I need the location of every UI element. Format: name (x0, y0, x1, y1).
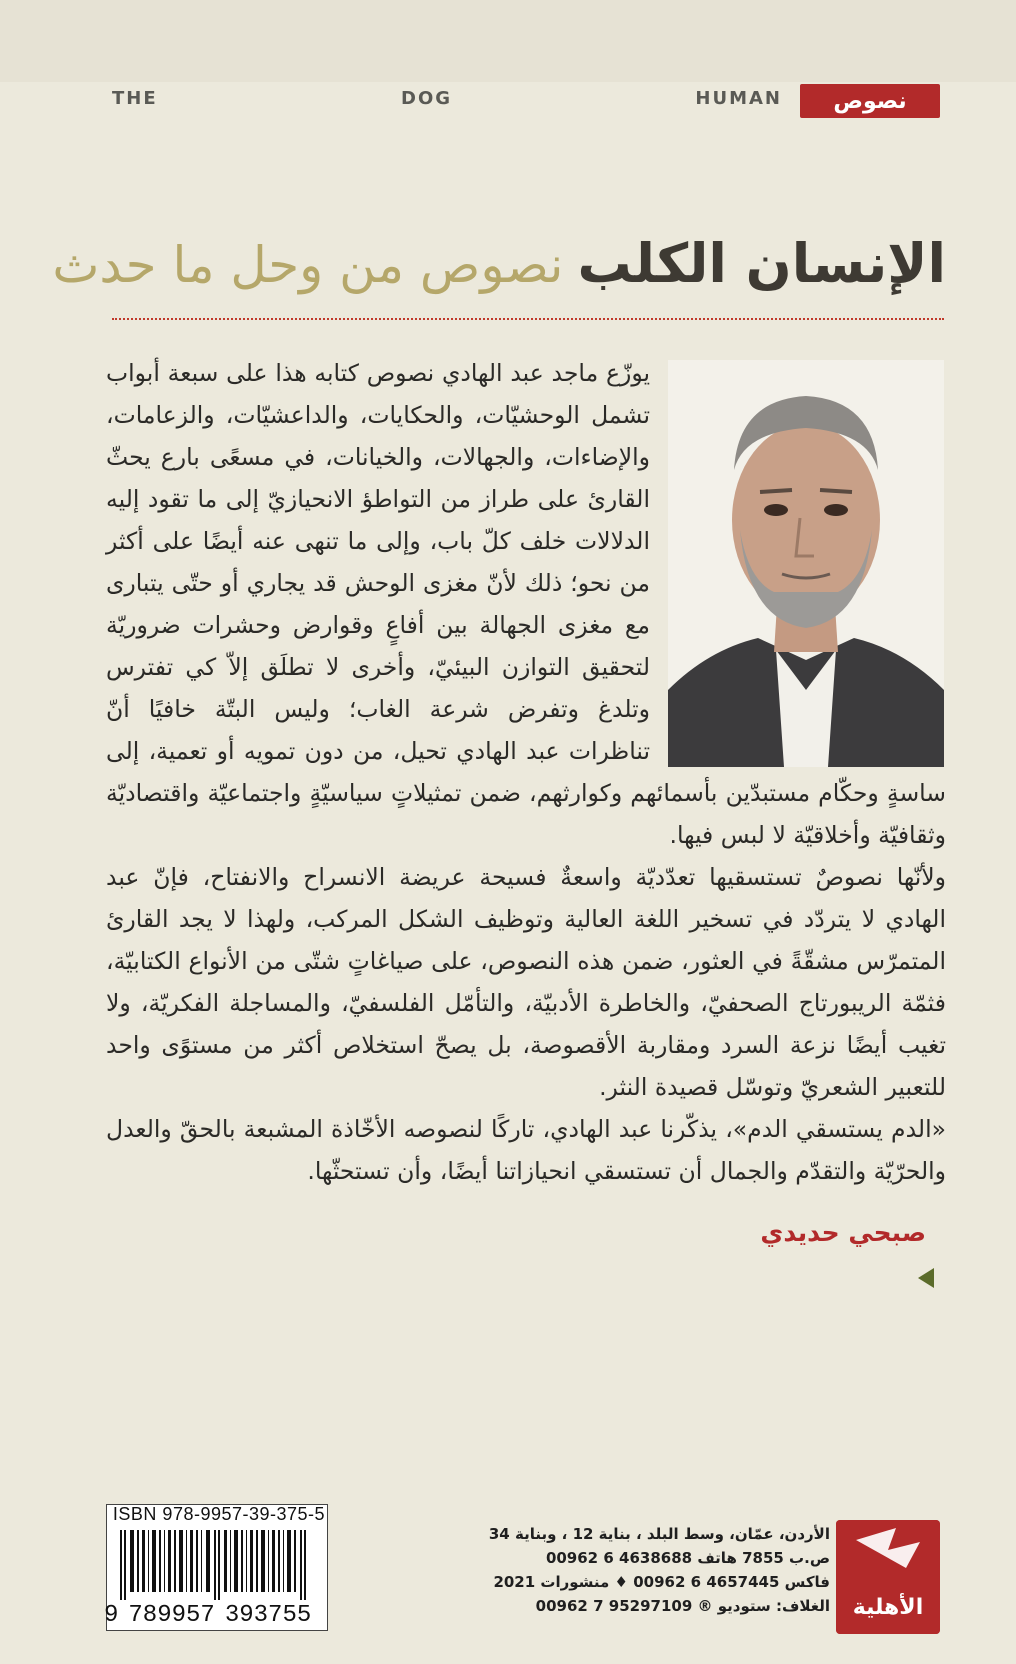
triangle-arrow-icon (918, 1268, 934, 1288)
blurb-paragraph-1: يوزّع ماجد عبد الهادي نصوص كتابه هذا على سبعة أبواب تشمل الوحشيّات، والحكايات، والداعشيّات، والزعامات، والإضاءات، والجهالات، والخيانات، في مسعًى بارع يحثّ القارئ على طراز من التواطؤ الانحيازيّ إلى ما تقود إليه الدلالات خلف كلّ باب، وإلى ما تنهى عنه أيضًا على أكثر من نحو؛ ذلك لأنّ مغزى الوحش قد يجاري أو حتّى يتبارى مع مغزى الجهالة بين أفاعٍ وقوارض وحشرات ضروريّة لتحقيق التوازن البيئيّ، وأخرى لا تطلَق إلاّ كي تفترس وتلدغ وتفرض شرعة الغاب؛ وليس البتّة خافيًا أنّ تناظرات عبد الهادي تحيل، من دون تمويه أو تعمية، إلى ساسةٍ وحكّام مستبدّين بأسمائهم وكوارثهم، ضمن تمثيلاتٍ سياسيّةٍ واجتماعيّة واقتصاديّة وثقافيّة وأخلاقيّة لا لبس فيها. (106, 359, 946, 849)
english-title (112, 88, 782, 109)
book-title-main: الإنسان الكلب (577, 232, 946, 295)
english-title-word-2: DOG (401, 88, 453, 109)
english-title-word-3: HUMAN (695, 88, 782, 109)
publisher-logo-text: الأهلية (852, 1595, 924, 1620)
contact-line-fax: فاكس 4657445 6 00962 ♦ منشورات 2021 (493, 1573, 830, 1591)
contact-line-cover: الغلاف: ستوديو ® 95297109 7 00962 (535, 1597, 830, 1615)
blurb-paragraph-3: «الدم يستسقي الدم»، يذكّرنا عبد الهادي، تاركًا لنصوصه الأخّاذة المشبعة بالحقّ والعدل والحرّيّة والتقدّم والجمال أن تستسقي انحيازاتنا أيضًا، وأن تستحثّها. (106, 1115, 946, 1185)
book-title (52, 232, 946, 295)
title-divider (112, 318, 944, 320)
isbn-label: ISBN 978-9957-39-375-5 (112, 1504, 326, 1524)
english-title-word-1: THE (112, 88, 158, 109)
publisher-logo (836, 1520, 940, 1634)
blurb-paragraph-2: ولأنّها نصوصٌ تستسقيها تعدّديّة واسعةٌ فسيحة عريضة الانسراح والانفتاح، فإنّ عبد الهادي لا يتردّد في تسخير اللغة العالية وتوظيف الشكل المركب، ولهذا لا يجد القارئ المتمرّس مشقّةً في العثور، ضمن هذه النصوص، على صياغاتٍ شتّى من الأنواع الكتابيّة، فثمّة الريبورتاج الصحفيّ، والخاطرة الأدبيّة، والتأمّل الفلسفيّ، والمساجلة الفكريّة، ولا تغيب أيضًا نزعة السرد ومقاربة الأقصوصة، بل يصحّ استخلاص أكثر من مستوًى واحد للتعبير الشعريّ وتوسّل قصيدة النثر. (106, 863, 946, 1101)
barcode-digit-lead: 9 (104, 1601, 119, 1629)
series-badge: نصوص (800, 84, 940, 118)
barcode-bars (112, 1530, 322, 1600)
book-title-sub: نصوص من وحل ما حدث (52, 236, 564, 294)
barcode-digit-group-1: 789957 (128, 1601, 215, 1629)
photo-spacer (656, 352, 946, 770)
contact-line-address: الأردن، عمّان، وسط البلد ، بناية 12 ، وبناية 34 (488, 1525, 830, 1543)
blurb-author: صبحي حديدي (760, 1218, 926, 1247)
top-strip (0, 0, 1016, 82)
barcode-digits (104, 1600, 334, 1630)
barcode-digit-group-2: 393755 (224, 1601, 312, 1629)
blurb (106, 352, 946, 1192)
contact-line-phone: ص.ب 7855 هاتف 4638688 6 00962 (545, 1549, 830, 1567)
publisher-contact (470, 1522, 830, 1618)
